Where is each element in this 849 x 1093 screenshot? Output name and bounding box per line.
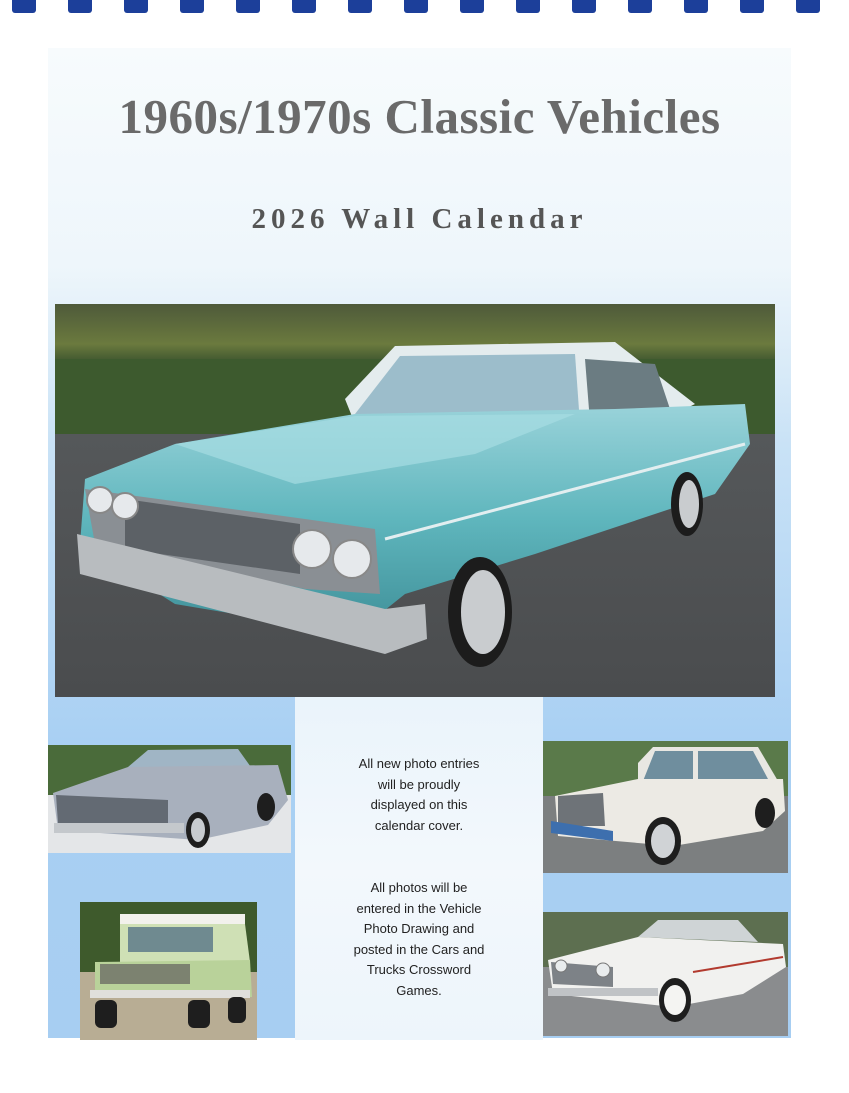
binding-ring	[740, 0, 764, 13]
binding-ring	[348, 0, 372, 13]
binding-ring	[180, 0, 204, 13]
photo-entries-note: All new photo entries will be proudly displayed on this calendar cover.	[358, 756, 480, 833]
bottom-right-vehicle-photo	[543, 912, 788, 1036]
white-classic-sedan-photo	[543, 912, 788, 1036]
binding-ring	[124, 0, 148, 13]
binding-ring	[236, 0, 260, 13]
binding-ring	[572, 0, 596, 13]
calendar-title: 1960s/1970s Classic Vehicles	[118, 89, 721, 144]
top-left-vehicle-photo	[48, 745, 291, 853]
binding-ring	[292, 0, 316, 13]
binding-ring	[460, 0, 484, 13]
binding-ring	[796, 0, 820, 13]
binding-ring	[684, 0, 708, 13]
bottom-left-vehicle-photo	[80, 902, 257, 1040]
turquoise-classic-sedan-photo	[55, 304, 775, 697]
binding-ring	[516, 0, 540, 13]
calendar-subtitle: 2026 Wall Calendar	[251, 203, 588, 235]
silver-classic-sedan-photo	[48, 745, 291, 853]
photo-drawing-note: All photos will be entered in the Vehicle Photo Drawing and posted in the Cars and Trucks Crossword Games.	[353, 880, 485, 998]
binding-ring	[404, 0, 428, 13]
top-right-vehicle-photo	[543, 741, 788, 873]
main-vehicle-photo	[55, 304, 775, 697]
binding-ring	[68, 0, 92, 13]
binding-ring	[12, 0, 36, 13]
spiral-binding	[0, 0, 849, 14]
green-classic-suv-photo	[80, 902, 257, 1040]
binding-ring	[628, 0, 652, 13]
white-classic-wagon-photo	[543, 741, 788, 873]
